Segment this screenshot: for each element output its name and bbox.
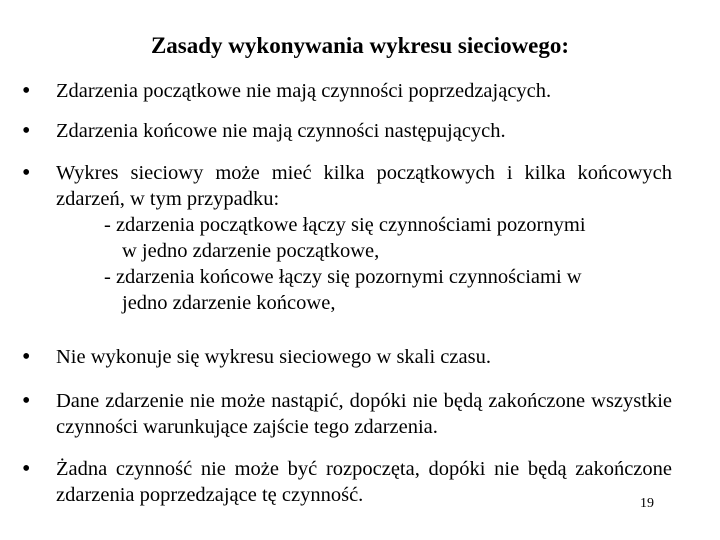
bullet-dot: •	[22, 160, 31, 186]
bullet-dot: •	[22, 118, 31, 144]
bullet-dot: •	[22, 456, 31, 482]
bullet-text: Zdarzenia końcowe nie mają czynności następujących.	[56, 120, 506, 142]
bullet-item	[22, 456, 672, 508]
bullet-text: Dane zdarzenie nie może nastąpić, dopóki nie będą zakończone wszystkie czynności warunkujące zajście tego zdarzenia.	[56, 390, 672, 438]
bullet-text: Nie wykonuje się wykresu sieciowego w skali czasu.	[56, 346, 491, 368]
bullet-text: Wykres sieciowy może mieć kilka początkowych i kilka końcowych zdarzeń, w tym przypadku:	[56, 162, 672, 210]
bullet-dot: •	[22, 78, 31, 104]
bullet-dot: •	[22, 388, 31, 414]
bullet-dot: •	[22, 344, 31, 370]
bullet-item	[22, 160, 672, 316]
sub-line: w jedno zdarzenie początkowe,	[122, 240, 380, 262]
bullet-item	[22, 388, 672, 440]
sub-line: jedno zdarzenie końcowe,	[122, 292, 336, 314]
bullet-item	[22, 118, 672, 144]
bullet-item	[22, 78, 672, 104]
page-number: 19	[640, 496, 654, 511]
sub-line: - zdarzenia początkowe łączy się czynnościami pozornymi	[104, 214, 586, 236]
sub-line: - zdarzenia końcowe łączy się pozornymi czynnościami w	[104, 266, 582, 288]
slide-title: Zasady wykonywania wykresu sieciowego:	[150, 33, 570, 58]
bullet-text: Zdarzenia początkowe nie mają czynności poprzedzających.	[56, 80, 552, 102]
bullet-item	[22, 344, 672, 370]
bullet-text: Żadna czynność nie może być rozpoczęta, dopóki nie będą zakończone zdarzenia poprzedzające tę czynność.	[56, 458, 672, 506]
